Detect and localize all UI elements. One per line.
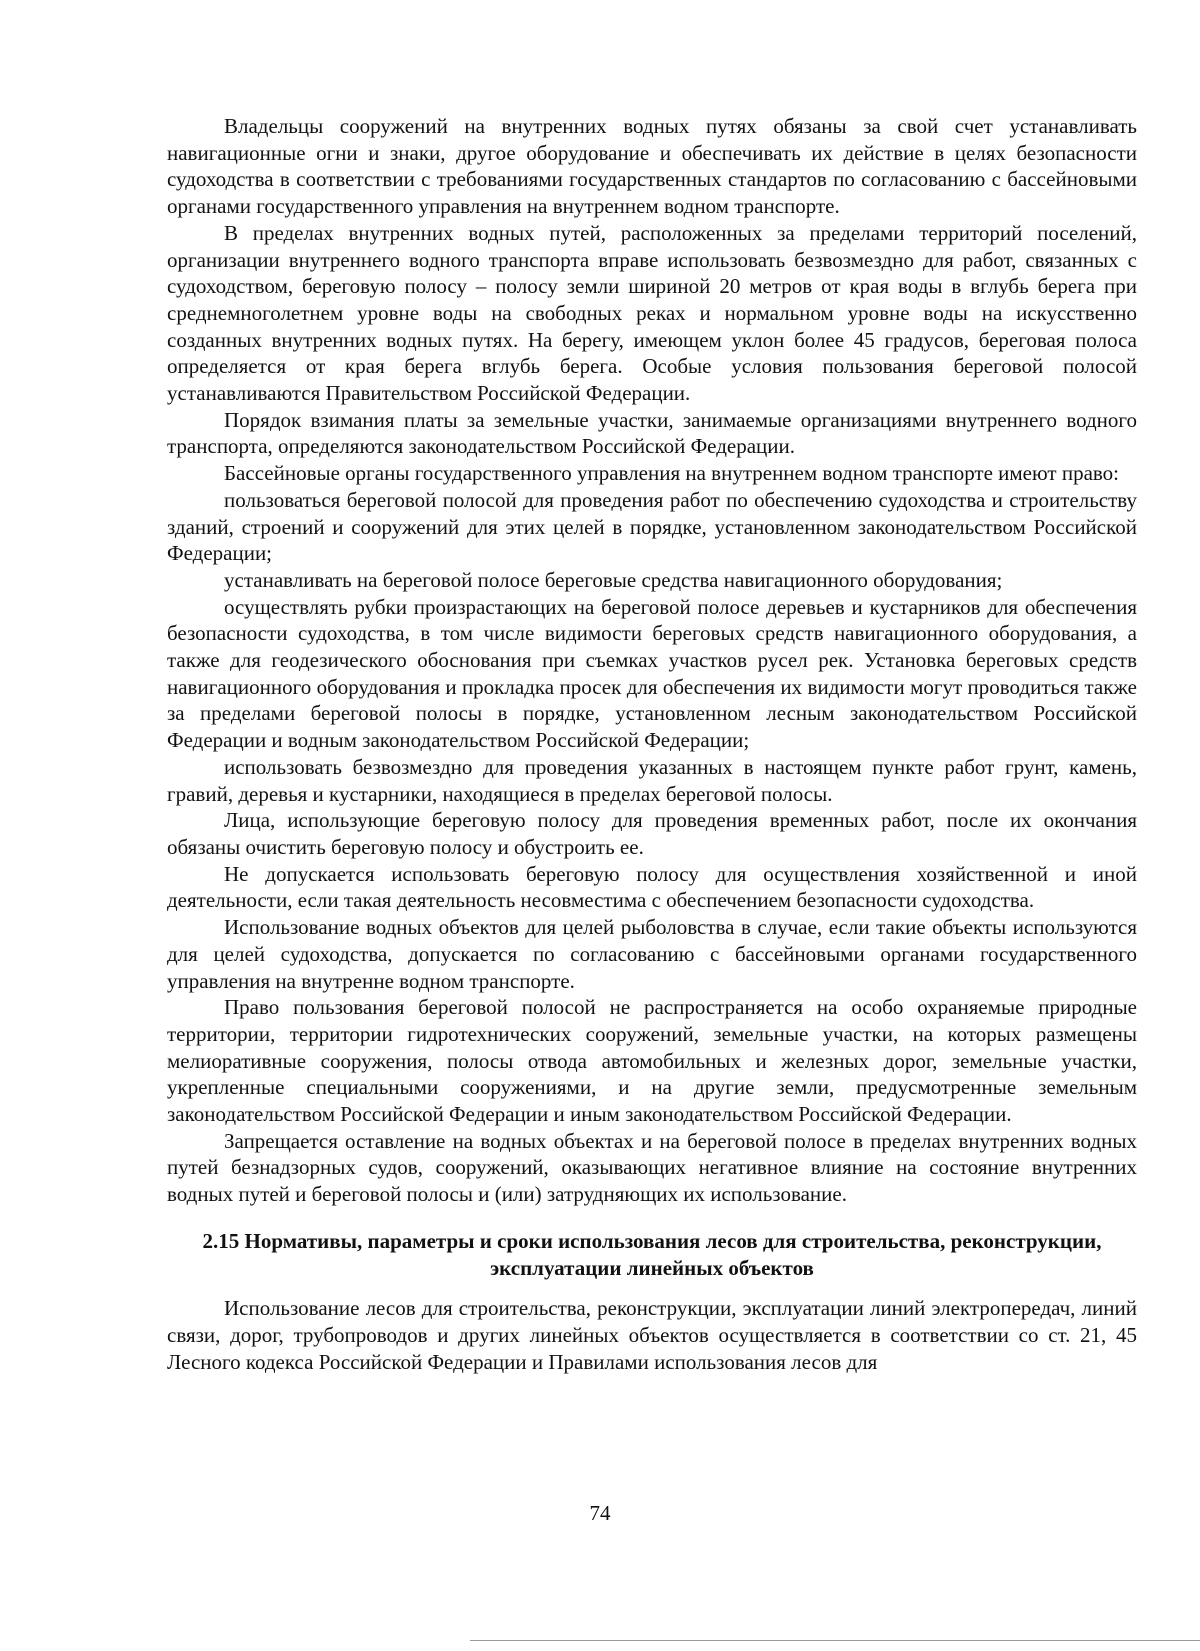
paragraph-10: Не допускается использовать береговую полосу для осуществления хозяйственной и иной деятельности, если такая деятельность несовместима с обеспечением безопасности судоходства. xyxy=(167,861,1137,913)
paragraph-14: Использование лесов для строительства, реконструкции, эксплуатации линий электропередач, линий связи, дорог, трубопроводов и других линейных объектов осуществляется в соответствии со ст. 21, 45 Лесного кодекса Российской Федерации и Правилами использования лесов для xyxy=(167,1296,1137,1374)
paragraph-12: Право пользования береговой полосой не распространяется на особо охраняемые природные территории, территории гидротехнических сооружений, земельные участки, на которых размещены мелиоративные сооружения, полосы отвода автомобильных и железных дорог, земельные участки, укрепленные специальными сооружениями, и на другие земли, предусмотренные земельным законодательством Российской Федерации и иным законодательством Российской Федерации. xyxy=(167,995,1137,1127)
paragraph-4: Бассейновые органы государственного управления на внутреннем водном транспорте имеют право: xyxy=(224,461,1120,486)
paragraph-6: устанавливать на береговой полосе береговые средства навигационного оборудования; xyxy=(224,567,1003,592)
paragraph-7: осуществлять рубки произрастающих на береговой полосе деревьев и кустарников для обеспечения безопасности судоходства, в том числе видимости береговых средств навигационного оборудования, а также для геодезического обоснования при съемках участков русел рек. Установка береговых средств навигационного оборудования и прокладка просек для обеспечения их видимости могут проводиться также за пределами береговой полосы в порядке, установленном лесным законодательством Российской Федерации и водным законодательством Российской Федерации; xyxy=(167,594,1137,753)
section-heading: 2.15 Нормативы, параметры и сроки использования лесов для строительства, реконструкции, эксплуатации линейных объектов xyxy=(202,1228,1102,1280)
scan-edge-line xyxy=(470,1640,1200,1641)
paragraph-2: В пределах внутренних водных путей, расположенных за пределами территорий поселений, организации внутреннего водного транспорта вправе использовать безвозмездно для работ, связанных с судоходством, береговую полосу – полосу земли шириной 20 метров от края воды в вглубь берега при среднемноголетнем уровне воды на свободных реках и нормальном уровне воды на искусственно созданных внутренних водных путях. На берегу, имеющем уклон более 45 градусов, береговая полоса определяется от края берега вглубь берега. Особые условия пользования береговой полосой устанавливаются Правительством Российской Федерации. xyxy=(167,220,1137,406)
page-number: 74 xyxy=(589,1501,611,1525)
paragraph-13: Запрещается оставление на водных объектах и на береговой полосе в пределах внутренних водных путей безнадзорных судов, сооружений, оказывающих негативное влияние на состояние внутренних водных путей и береговой полосы и (или) затрудняющих их использование. xyxy=(167,1128,1137,1207)
paragraph-11: Использование водных объектов для целей рыболовства в случае, если такие объекты используются для целей судоходства, допускается по согласованию с бассейновыми органами государственного управления на внутренне водном транспорте. xyxy=(167,915,1137,993)
paragraph-3: Порядок взимания платы за земельные участки, занимаемые организациями внутреннего водного транспорта, определяются законодательством Российской Федерации. xyxy=(167,407,1137,459)
paragraph-8: использовать безвозмездно для проведения указанных в настоящем пункте работ грунт, камень, гравий, деревья и кустарники, находящиеся в пределах береговой полосы. xyxy=(167,754,1137,806)
document-body xyxy=(167,113,1137,1375)
paragraph-1: Владельцы сооружений на внутренних водных путях обязаны за свой счет устанавливать навигационные огни и знаки, другое оборудование и обеспечивать их действие в целях безопасности судоходства в соответствии с требованиями государственных стандартов по согласованию с бассейновыми органами государственного управления на внутреннем водном транспорте. xyxy=(167,114,1137,219)
paragraph-9: Лица, использующие береговую полосу для проведения временных работ, после их окончания обязаны очистить береговую полосу и обустроить ее. xyxy=(167,808,1137,859)
paragraph-5: пользоваться береговой полосой для проведения работ по обеспечению судоходства и строительству зданий, строений и сооружений для этих целей в порядке, установленном законодательством Российской Федерации; xyxy=(167,487,1137,566)
